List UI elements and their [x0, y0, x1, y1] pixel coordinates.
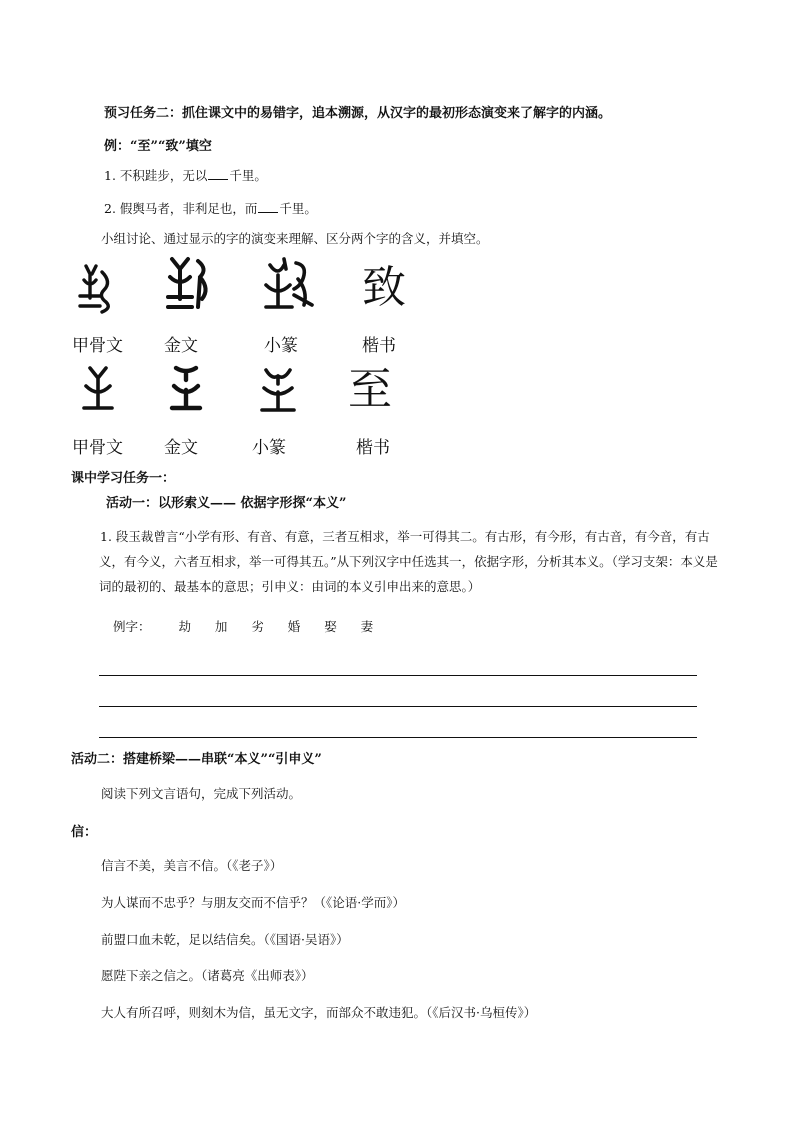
example-char: 劣: [251, 619, 264, 634]
label-regular-script: 楷书: [356, 438, 390, 458]
example-char: 娶: [324, 619, 337, 634]
question-1: [104, 166, 267, 184]
inclass-heading: 课中学习任务一：: [71, 471, 176, 486]
answer-line[interactable]: [99, 675, 697, 676]
label-small-seal: 小篆: [264, 336, 298, 356]
activity2-heading: 活动二：搭建桥梁——串联“本义”“引申义”: [71, 752, 322, 767]
example-char: 婚: [287, 619, 301, 634]
quote-sentence: 前盟口血未乾，足以结信矣。（《国语·吴语》）: [101, 932, 349, 947]
label-bronze: 金文: [164, 438, 198, 458]
question-1-suffix: 千里。: [229, 168, 267, 183]
question-1-prefix: 1. 不积跬步，无以: [104, 168, 208, 183]
regular-script-glyph: 致: [362, 262, 406, 313]
quote-sentence: 信言不美，美言不信。（《老子》）: [101, 858, 283, 873]
label-oracle-bone: 甲骨文: [72, 336, 123, 356]
question-2-prefix: 2. 假舆马者，非利足也，而: [104, 201, 258, 216]
small-seal-glyph: [262, 255, 316, 317]
oracle-bone-glyph: [78, 364, 118, 416]
char-label-xin: 信：: [71, 825, 98, 840]
activity1-paragraph: 1. 段玉裁曾言“小学有形、有音、有意，三者互相求，举一可得其二。有古形，有今形，有古音，有今音，有古义，有今义，六者互相求，举一可得其五。”从下列汉字中任选其一，依据字形，分析其本义。（学习支架：本义是词的最初的、最基本的意思；引申义：由词的本义引申出来的意思。）: [99, 529, 718, 594]
label-regular-script: 楷书: [362, 336, 396, 356]
example-char: 妻: [360, 619, 374, 634]
task2-title: 预习任务二：抓住课文中的易错字，追本溯源，从汉字的最初形态演变来了解字的内涵。: [104, 106, 612, 121]
quote-sentence: 大人有所召呼，则刻木为信，虽无文字，而部众不敢违犯。（《后汉书·乌桓传》）: [101, 1005, 537, 1020]
answer-line[interactable]: [99, 706, 697, 707]
quote-sentence: 愿陛下亲之信之。（诸葛亮《出师表》）: [101, 968, 314, 983]
label-bronze: 金文: [164, 336, 198, 356]
discussion-instruction: 小组讨论、通过显示的字的演变来理解、区分两个字的含义，并填空。: [101, 231, 489, 246]
example-chars-line: [113, 617, 373, 635]
quote-sentence: 为人谋而不忠乎？与朋友交而不信乎？（《论语·学而》）: [101, 895, 405, 910]
activity1-heading: 活动一：以形索义—— 依据字形探“本义”: [106, 496, 347, 511]
label-small-seal: 小篆: [252, 438, 286, 458]
regular-script-glyph: 至: [348, 364, 392, 415]
question-2-blank[interactable]: [258, 201, 278, 213]
answer-line[interactable]: [99, 737, 697, 738]
question-2: [104, 199, 317, 217]
task2-example: 例：“至”“致”填空: [104, 139, 212, 154]
question-2-suffix: 千里。: [279, 201, 317, 216]
example-chars-label: 例字：: [113, 619, 151, 634]
example-char: 劫: [178, 619, 191, 634]
question-1-blank[interactable]: [208, 168, 228, 180]
bronze-glyph: [166, 364, 208, 416]
oracle-bone-glyph: [72, 262, 118, 316]
bronze-glyph: [162, 255, 214, 315]
example-char: 加: [214, 619, 228, 634]
label-oracle-bone: 甲骨文: [72, 438, 123, 458]
small-seal-glyph: [256, 364, 300, 416]
activity2-instruction: 阅读下列文言语句，完成下列活动。: [101, 786, 302, 801]
